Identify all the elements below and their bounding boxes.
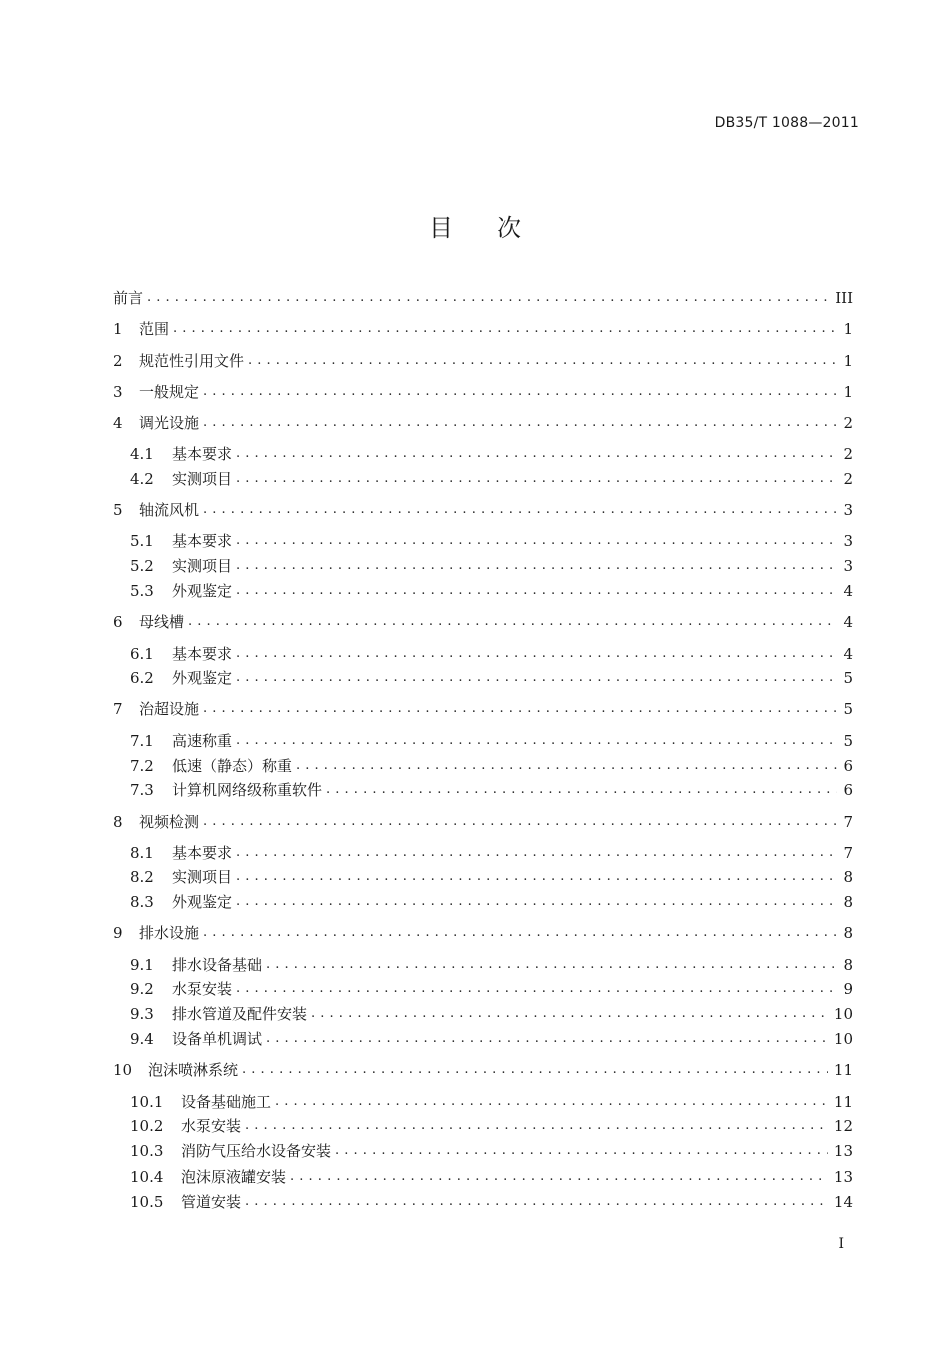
toc-entry-number: 2 [113,352,123,370]
dot-leader [236,644,837,664]
toc-entry-number: 6 [113,613,123,631]
toc-entry-label: 基本要求 [172,445,233,463]
toc-entry-label: 外观鉴定 [172,582,233,600]
toc-entry-page: 13 [833,1142,853,1160]
toc-entry-page: 8 [843,956,853,974]
dot-leader [326,780,837,800]
toc-entry-label: 水泵安装 [172,980,233,998]
toc-entry-number: 8.1 [130,844,154,862]
dot-leader [203,500,837,520]
toc-entry-page: 4 [843,613,853,631]
toc-entry-label: 排水设施 [139,924,200,942]
title-char-1: 目 [429,214,453,242]
toc-entry-number: 4 [113,414,123,432]
toc-entry-page: 2 [843,445,853,463]
toc-entry-number: 8.2 [130,868,154,886]
toc-entry[interactable] [113,1141,853,1161]
toc-entry-page: 1 [843,352,853,370]
toc-entry-number: 8 [113,813,123,831]
toc-entry-number: 9.4 [130,1030,154,1048]
toc-entry[interactable] [113,413,853,433]
toc-entry-number: 4.1 [130,445,154,463]
toc-entry-page: 3 [843,501,853,519]
toc-entry-page: 14 [833,1193,853,1211]
toc-entry-number: 4.2 [130,470,154,488]
toc-entry-label: 管道安装 [181,1193,242,1211]
toc-entry-label: 消防气压给水设备安装 [181,1142,332,1160]
toc-entry[interactable] [113,1029,853,1049]
dot-leader [236,444,837,464]
dot-leader [311,1004,828,1024]
toc-entry[interactable] [113,1060,853,1080]
toc-entry-page: 6 [843,781,853,799]
toc-entry[interactable] [113,756,853,776]
toc-entry-page: 10 [833,1005,853,1023]
toc-entry-number: 5.2 [130,557,154,575]
dot-leader [266,955,837,975]
toc-entry-label: 视频检测 [139,813,200,831]
toc-entry-number: 9.1 [130,956,154,974]
toc-entry-label: 母线槽 [139,613,185,631]
toc-entry-label: 排水设备基础 [172,956,263,974]
toc-entry-label: 基本要求 [172,532,233,550]
dot-leader [245,1116,828,1136]
toc-entry-label: 高速称重 [172,732,233,750]
toc-entry-number: 1 [113,320,123,338]
toc-entry-label: 水泵安装 [181,1117,242,1135]
toc-entry[interactable] [113,531,853,551]
toc-entry-page: 5 [843,732,853,750]
toc-entry-label: 泡沫原液罐安装 [181,1168,287,1186]
toc-entry-page: 11 [833,1061,853,1079]
dot-leader [203,699,837,719]
dot-leader [290,1167,828,1187]
toc-entry-number: 10 [113,1061,133,1079]
toc-entry[interactable] [113,1004,853,1024]
toc-entry-number: 7 [113,700,123,718]
toc-entry[interactable] [113,1116,853,1136]
toc-entry[interactable] [113,500,853,520]
dot-leader [245,1192,828,1212]
toc-entry[interactable] [113,867,853,887]
dot-leader [236,867,837,887]
toc-entry-label: 调光设施 [139,414,200,432]
toc-entry-number: 5.1 [130,532,154,550]
toc-entry[interactable] [113,892,853,912]
dot-leader [266,1029,828,1049]
toc-entry-page: 7 [843,813,853,831]
dot-leader [203,923,837,943]
toc-entry[interactable] [113,668,853,688]
toc-entry-page: 9 [843,980,853,998]
dot-leader [248,351,837,371]
toc-entry-label: 前言 [113,289,144,307]
toc-entry-page: 4 [843,582,853,600]
toc-entry-label: 外观鉴定 [172,893,233,911]
toc-entry-number: 9.3 [130,1005,154,1023]
toc-entry[interactable] [113,644,853,664]
toc-entry[interactable] [113,444,853,464]
toc-entry-number: 5 [113,501,123,519]
toc-entry-label: 实测项目 [172,470,233,488]
toc-entry[interactable] [113,319,853,339]
toc-entry-label: 治超设施 [139,700,200,718]
toc-entry[interactable] [113,556,853,576]
toc-entry-number: 7.3 [130,781,154,799]
toc-entry[interactable] [113,812,853,832]
toc-entry-label: 低速（静态）称重 [172,757,293,775]
toc-entry-page: 13 [833,1168,853,1186]
dot-leader [236,731,837,751]
toc-entry[interactable] [113,1192,853,1212]
toc-entry-label: 计算机网络级称重软件 [172,781,323,799]
page-number: I [838,1236,844,1252]
toc-entry-number: 5.3 [130,582,154,600]
toc-entry-number: 10.2 [130,1117,164,1135]
toc-entry[interactable] [113,612,853,632]
toc-entry-number: 6.1 [130,645,154,663]
toc-entry-label: 范围 [139,320,170,338]
dot-leader [236,531,837,551]
toc-entry-page: 2 [843,470,853,488]
toc-entry-label: 基本要求 [172,645,233,663]
dot-leader [236,556,837,576]
toc-entry-page: III [835,289,853,307]
toc-entry-page: 8 [843,924,853,942]
toc-entry-label: 基本要求 [172,844,233,862]
toc-entry[interactable] [113,288,853,308]
toc-entry[interactable] [113,581,853,601]
dot-leader [203,812,837,832]
toc-entry-label: 泡沫喷淋系统 [148,1061,239,1079]
dot-leader [236,979,837,999]
toc-entry-page: 3 [843,557,853,575]
toc-entry-number: 3 [113,383,123,401]
toc-entry-number: 10.3 [130,1142,164,1160]
toc-entry-number: 8.3 [130,893,154,911]
dot-leader [147,288,829,308]
dot-leader [335,1141,828,1161]
dot-leader [275,1092,828,1112]
toc-entry-label: 规范性引用文件 [139,352,245,370]
toc-entry-label: 排水管道及配件安装 [172,1005,308,1023]
toc-entry-page: 1 [843,383,853,401]
toc-entry[interactable] [113,955,853,975]
toc-entry-label: 外观鉴定 [172,669,233,687]
toc-entry[interactable] [113,843,853,863]
toc-entry-page: 3 [843,532,853,550]
toc-entry[interactable] [113,923,853,943]
toc-entry-number: 10.4 [130,1168,164,1186]
toc-entry-label: 实测项目 [172,868,233,886]
toc-entry-number: 10.1 [130,1093,164,1111]
toc-entry-page: 4 [843,645,853,663]
dot-leader [236,668,837,688]
title-char-2: 次 [497,214,521,242]
toc-entry[interactable] [113,382,853,402]
dot-leader [173,319,837,339]
toc-entry-number: 10.5 [130,1193,164,1211]
toc-entry-label: 一般规定 [139,383,200,401]
toc-entry[interactable] [113,351,853,371]
page-title [0,208,950,243]
dot-leader [236,843,837,863]
dot-leader [236,581,837,601]
toc-entry-page: 6 [843,757,853,775]
toc-entry-number: 7.2 [130,757,154,775]
toc-entry-page: 12 [833,1117,853,1135]
dot-leader [188,612,837,632]
toc-entry-page: 1 [843,320,853,338]
toc-entry-label: 实测项目 [172,557,233,575]
toc-entry-page: 7 [843,844,853,862]
toc-entry-label: 轴流风机 [139,501,200,519]
dot-leader [203,413,837,433]
dot-leader [203,382,837,402]
document-code: DB35/T 1088—2011 [714,115,859,131]
toc-entry-number: 7.1 [130,732,154,750]
toc-entry-number: 6.2 [130,669,154,687]
toc-entry-page: 2 [843,414,853,432]
toc-entry-label: 设备单机调试 [172,1030,263,1048]
toc-entry-page: 5 [843,700,853,718]
toc-entry[interactable] [113,699,853,719]
toc-entry-page: 10 [833,1030,853,1048]
toc-entry-number: 9.2 [130,980,154,998]
toc-entry-page: 5 [843,669,853,687]
toc-entry-page: 8 [843,893,853,911]
toc-entry[interactable] [113,469,853,489]
dot-leader [242,1060,828,1080]
toc-entry[interactable] [113,731,853,751]
toc-entry[interactable] [113,780,853,800]
toc-entry[interactable] [113,979,853,999]
toc-entry[interactable] [113,1167,853,1187]
toc-entry-page: 8 [843,868,853,886]
toc-entry-label: 设备基础施工 [181,1093,272,1111]
toc-entry-number: 9 [113,924,123,942]
dot-leader [236,892,837,912]
dot-leader [296,756,837,776]
dot-leader [236,469,837,489]
toc-entry[interactable] [113,1092,853,1112]
toc-entry-page: 11 [833,1093,853,1111]
